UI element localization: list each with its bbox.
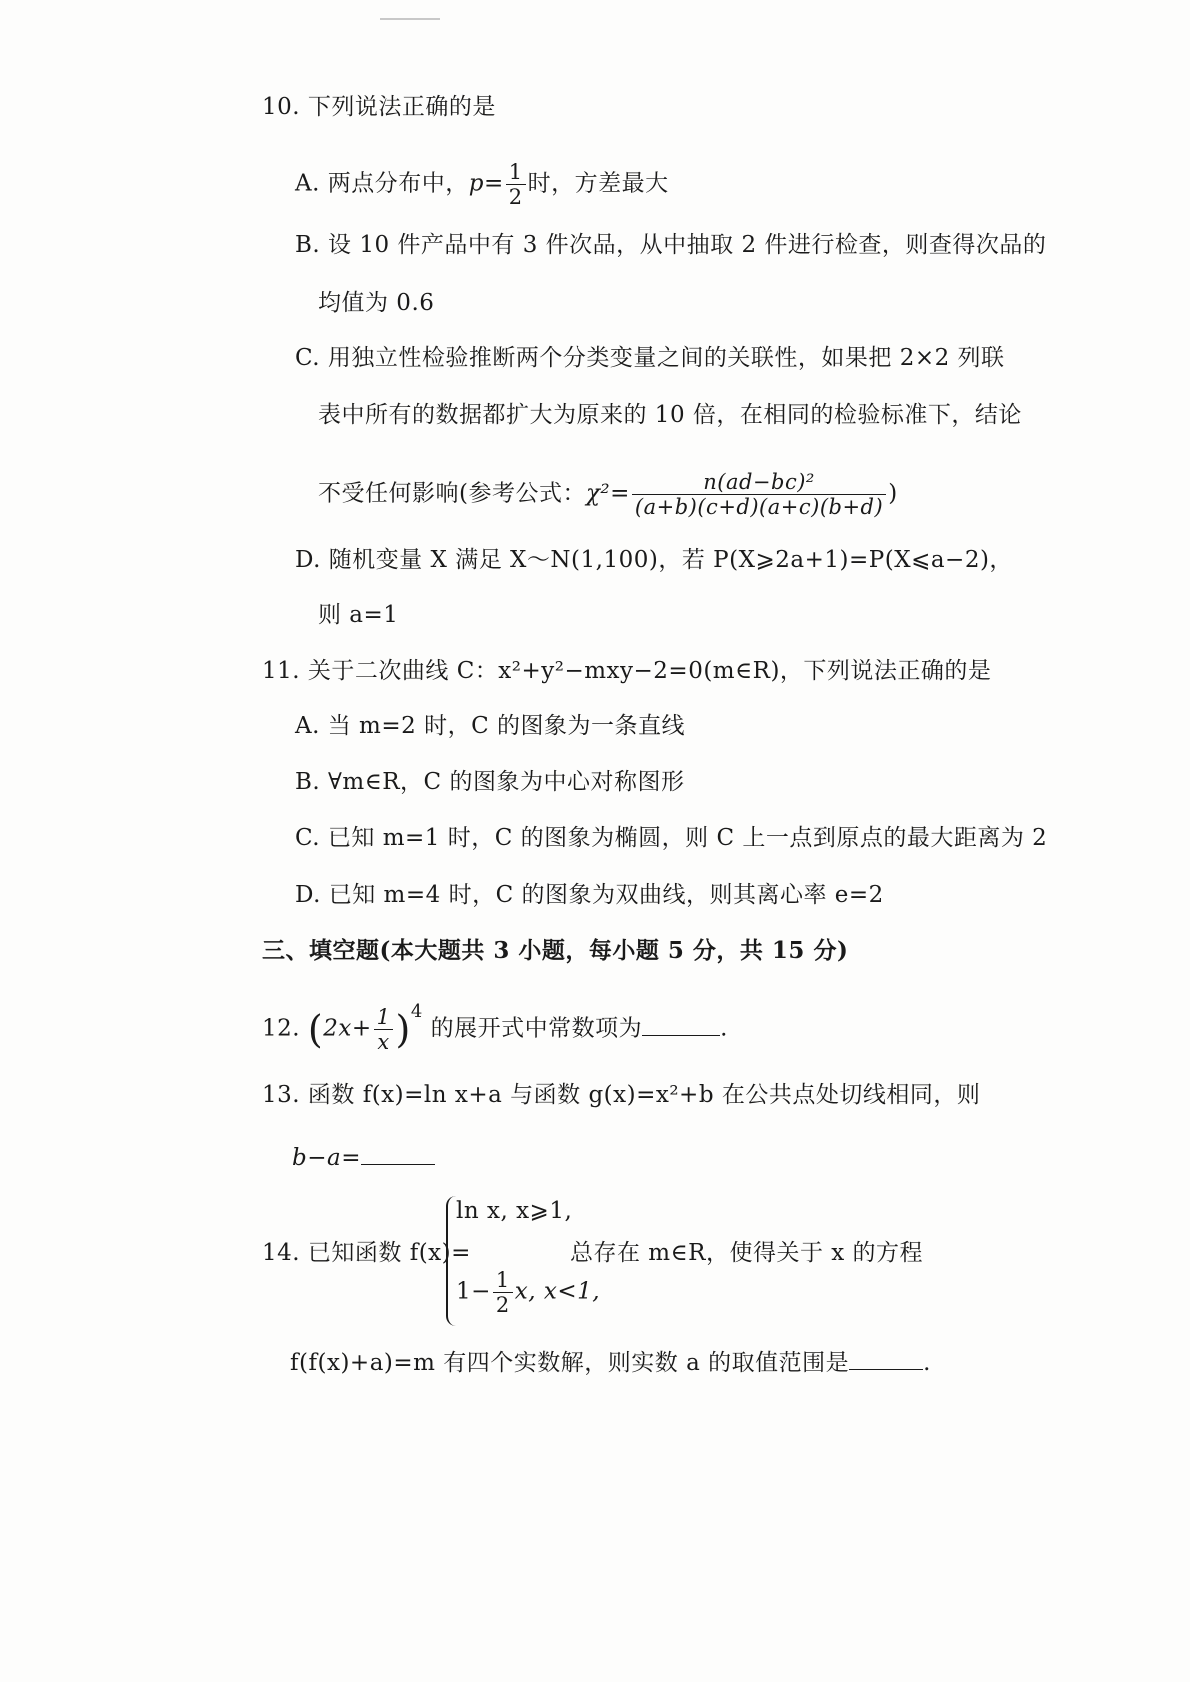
q10-a-suffix: 时，方差最大 bbox=[527, 170, 669, 197]
q10-c-formula-lhs: χ²= bbox=[585, 480, 630, 507]
q12-text: 的展开式中常数项为 bbox=[430, 1015, 643, 1042]
q10-a-eq: = bbox=[483, 170, 504, 197]
q10-option-a bbox=[295, 160, 669, 209]
q13-line2 bbox=[292, 1140, 435, 1173]
q14-case2-num: 1 bbox=[493, 1268, 513, 1293]
q10-option-d-line1: D. 随机变量 X 满足 X～N(1,100)，若 P(X⩾2a+1)=P(X⩽a−2)， bbox=[295, 547, 1013, 573]
q12-answer-blank[interactable] bbox=[642, 1011, 720, 1036]
scan-mark bbox=[380, 18, 440, 20]
q10-c-line3-prefix: 不受任何影响(参考公式： bbox=[318, 480, 586, 507]
q14-lead: 14. 已知函数 f(x)= bbox=[262, 1240, 471, 1266]
q10-c-formula-num: n(ad−bc)² bbox=[632, 470, 886, 495]
q11-option-a: A. 当 m=2 时，C 的图象为一条直线 bbox=[295, 713, 685, 739]
q14-case2-den: 2 bbox=[495, 1293, 510, 1317]
q10-a-frac-den: 2 bbox=[508, 185, 523, 209]
q13-expression: b−a= bbox=[292, 1145, 361, 1171]
q11-stem: 11. 关于二次曲线 C：x²+y²−mxy−2=0(m∈R)，下列说法正确的是 bbox=[262, 658, 992, 684]
q12-end: . bbox=[720, 1015, 728, 1042]
q13-answer-blank[interactable] bbox=[361, 1140, 435, 1165]
q12-frac-den: x bbox=[377, 1030, 390, 1054]
q10-a-frac-num: 1 bbox=[506, 160, 526, 185]
q10-c-formula-den: (a+b)(c+d)(a+c)(b+d) bbox=[634, 495, 884, 519]
q10-a-var: p bbox=[468, 170, 484, 197]
q10-option-c-line3 bbox=[318, 470, 898, 519]
q12-line bbox=[262, 1000, 728, 1054]
q12-exponent: 4 bbox=[410, 1000, 423, 1022]
q10-option-c-line2: 表中所有的数据都扩大为原来的 10 倍，在相同的检验标准下，结论 bbox=[318, 402, 1022, 428]
q10-option-c-line1: C. 用独立性检验推断两个分类变量之间的关联性，如果把 2×2 列联 bbox=[295, 345, 1005, 371]
q14-case2-prefix: 1− bbox=[456, 1278, 491, 1305]
q14-case2-fraction bbox=[493, 1268, 513, 1317]
q10-a-prefix: A. 两点分布中， bbox=[295, 170, 469, 197]
section-3-heading: 三、填空题(本大题共 3 小题，每小题 5 分，共 15 分) bbox=[262, 937, 849, 964]
q12-left-paren: ( bbox=[307, 1007, 324, 1052]
q13-line1: 13. 函数 f(x)=ln x+a 与函数 g(x)=x²+b 在公共点处切线相同，则 bbox=[262, 1082, 981, 1108]
q14-line2-text: f(f(x)+a)=m 有四个实数解，则实数 a 的取值范围是 bbox=[290, 1350, 850, 1376]
q10-option-b-line1: B. 设 10 件产品中有 3 件次品，从中抽取 2 件进行检查，则查得次品的 bbox=[295, 232, 1047, 258]
q12-number: 12. bbox=[262, 1015, 301, 1042]
q14-line2 bbox=[290, 1345, 931, 1378]
q12-right-paren: ) bbox=[395, 1007, 411, 1052]
q11-option-b: B. ∀m∈R，C 的图象为中心对称图形 bbox=[295, 769, 685, 795]
q11-option-d: D. 已知 m=4 时，C 的图象为双曲线，则其离心率 e=2 bbox=[295, 882, 884, 908]
q11-option-c: C. 已知 m=1 时，C 的图象为椭圆，则 C 上一点到原点的最大距离为 2 bbox=[295, 825, 1048, 851]
q12-frac-num: 1 bbox=[374, 1005, 394, 1030]
q10-option-d-line2: 则 a=1 bbox=[318, 602, 399, 628]
q10-c-formula-fraction bbox=[632, 470, 886, 519]
q14-answer-blank[interactable] bbox=[849, 1345, 923, 1370]
q10-option-b-line2: 均值为 0.6 bbox=[318, 290, 435, 316]
q14-end: . bbox=[923, 1350, 931, 1376]
q14-case-1: ln x, x⩾1, bbox=[456, 1198, 573, 1224]
q12-base: 2x+ bbox=[323, 1015, 372, 1042]
q14-case2-suffix: x, x<1, bbox=[514, 1278, 601, 1305]
q14-after: 总存在 m∈R，使得关于 x 的方程 bbox=[570, 1240, 924, 1266]
q10-c-line3-suffix: ) bbox=[888, 480, 898, 507]
q12-fraction bbox=[374, 1005, 394, 1054]
q10-stem: 10. 下列说法正确的是 bbox=[262, 94, 496, 120]
q14-case-2 bbox=[456, 1268, 600, 1317]
q10-a-fraction bbox=[506, 160, 526, 209]
